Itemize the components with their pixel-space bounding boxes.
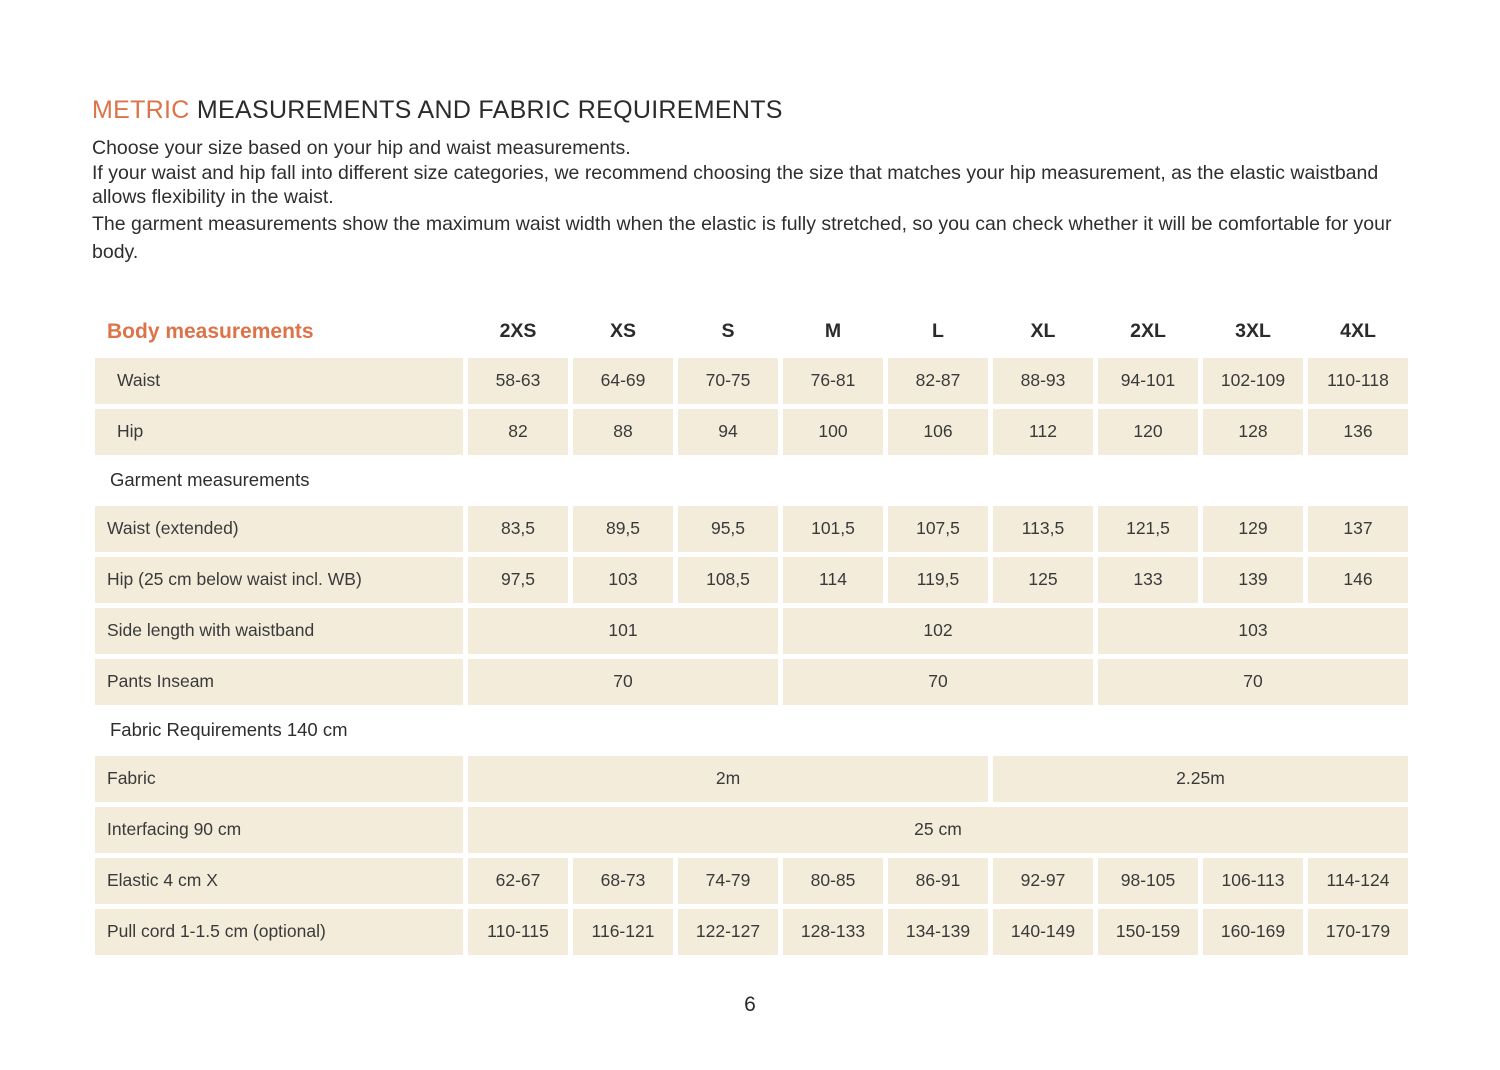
table-cell: 58-63 xyxy=(468,358,568,404)
table-row-inseam xyxy=(95,659,1408,705)
table-cell-merged: 70 xyxy=(468,659,778,705)
table-cell: 97,5 xyxy=(468,557,568,603)
table-cell: 170-179 xyxy=(1308,909,1408,955)
table-cell: 70-75 xyxy=(678,358,778,404)
row-label: Pants Inseam xyxy=(95,659,463,705)
table-cell: 113,5 xyxy=(993,506,1093,552)
table-cell: 89,5 xyxy=(573,506,673,552)
table-header-label: Body measurements xyxy=(107,319,314,343)
table-row-elastic xyxy=(95,858,1408,904)
table-cell: 150-159 xyxy=(1098,909,1198,955)
size-column-header: 2XL xyxy=(1130,320,1166,342)
table-cell: 80-85 xyxy=(783,858,883,904)
table-cell: 95,5 xyxy=(678,506,778,552)
table-cell: 86-91 xyxy=(888,858,988,904)
table-header-row xyxy=(95,313,1408,351)
size-column-header: XS xyxy=(609,320,636,342)
table-row-interfacing xyxy=(95,807,1408,853)
table-cell: 76-81 xyxy=(783,358,883,404)
section-heading-fabric: Fabric Requirements 140 cm xyxy=(110,719,348,740)
intro-paragraph: If your waist and hip fall into different size categories, we recommend choosing the size that matches your hip measurement, as the elastic waistband allows flexibility in the waist. xyxy=(92,161,1379,208)
table-cell: 92-97 xyxy=(993,858,1093,904)
table-row-waist xyxy=(95,358,1408,404)
row-label: Pull cord 1-1.5 cm (optional) xyxy=(95,909,463,955)
size-table xyxy=(95,313,1408,955)
table-cell: 112 xyxy=(993,409,1093,455)
table-cell-merged: 2.25m xyxy=(993,756,1408,802)
row-label: Elastic 4 cm X xyxy=(95,858,463,904)
table-cell: 122-127 xyxy=(678,909,778,955)
page-content xyxy=(92,96,1422,960)
size-column-header: S xyxy=(721,320,735,342)
table-cell: 133 xyxy=(1098,557,1198,603)
table-cell: 106-113 xyxy=(1203,858,1303,904)
table-cell: 74-79 xyxy=(678,858,778,904)
row-label: Hip xyxy=(95,409,463,455)
table-cell: 137 xyxy=(1308,506,1408,552)
table-row-waist-extended xyxy=(95,506,1408,552)
table-cell-merged: 102 xyxy=(783,608,1093,654)
section-heading-garment: Garment measurements xyxy=(110,469,310,490)
table-cell: 62-67 xyxy=(468,858,568,904)
table-cell: 108,5 xyxy=(678,557,778,603)
table-cell: 107,5 xyxy=(888,506,988,552)
table-cell: 94-101 xyxy=(1098,358,1198,404)
table-cell: 68-73 xyxy=(573,858,673,904)
table-cell-merged: 70 xyxy=(1098,659,1408,705)
table-cell: 134-139 xyxy=(888,909,988,955)
table-cell: 82-87 xyxy=(888,358,988,404)
table-row-side-length xyxy=(95,608,1408,654)
table-row-pull-cord xyxy=(95,909,1408,955)
page-title-rest: MEASUREMENTS AND FABRIC REQUIREMENTS xyxy=(196,96,783,124)
row-label: Side length with waistband xyxy=(95,608,463,654)
table-cell-merged: 25 cm xyxy=(468,807,1408,853)
table-cell: 128-133 xyxy=(783,909,883,955)
size-column-header: M xyxy=(824,320,842,342)
table-cell: 110-115 xyxy=(468,909,568,955)
table-cell: 136 xyxy=(1308,409,1408,455)
table-cell-merged: 70 xyxy=(783,659,1093,705)
size-column-header: L xyxy=(932,320,944,342)
table-cell-merged: 103 xyxy=(1098,608,1408,654)
table-cell: 139 xyxy=(1203,557,1303,603)
page-title-highlight: METRIC xyxy=(92,96,190,124)
intro-paragraph: Choose your size based on your hip and waist measurements. xyxy=(92,137,631,159)
table-cell-merged: 2m xyxy=(468,756,988,802)
table-cell: 64-69 xyxy=(573,358,673,404)
table-cell: 160-169 xyxy=(1203,909,1303,955)
table-cell: 120 xyxy=(1098,409,1198,455)
intro-text xyxy=(92,136,1422,266)
table-cell: 140-149 xyxy=(993,909,1093,955)
size-column-header: 3XL xyxy=(1235,320,1271,342)
table-cell: 100 xyxy=(783,409,883,455)
table-cell: 119,5 xyxy=(888,557,988,603)
row-label: Waist (extended) xyxy=(95,506,463,552)
table-cell: 103 xyxy=(573,557,673,603)
page-title xyxy=(92,96,1422,125)
table-cell: 114-124 xyxy=(1308,858,1408,904)
table-cell: 116-121 xyxy=(573,909,673,955)
table-cell: 101,5 xyxy=(783,506,883,552)
size-column-header: 2XS xyxy=(499,320,537,342)
table-cell: 110-118 xyxy=(1308,358,1408,404)
table-cell: 94 xyxy=(678,409,778,455)
table-row-hip-below-waist xyxy=(95,557,1408,603)
table-cell: 125 xyxy=(993,557,1093,603)
table-cell: 83,5 xyxy=(468,506,568,552)
page-number: 6 xyxy=(744,993,756,1016)
table-cell: 98-105 xyxy=(1098,858,1198,904)
table-cell: 114 xyxy=(783,557,883,603)
table-row-hip xyxy=(95,409,1408,455)
size-column-header: 4XL xyxy=(1340,320,1376,342)
table-cell: 88 xyxy=(573,409,673,455)
row-label: Fabric xyxy=(95,756,463,802)
table-cell: 82 xyxy=(468,409,568,455)
table-cell: 121,5 xyxy=(1098,506,1198,552)
table-cell: 106 xyxy=(888,409,988,455)
row-label: Interfacing 90 cm xyxy=(95,807,463,853)
table-cell: 102-109 xyxy=(1203,358,1303,404)
size-column-header: XL xyxy=(1030,320,1056,342)
table-cell: 88-93 xyxy=(993,358,1093,404)
table-row-fabric xyxy=(95,756,1408,802)
table-cell: 129 xyxy=(1203,506,1303,552)
table-cell: 128 xyxy=(1203,409,1303,455)
table-cell-merged: 101 xyxy=(468,608,778,654)
row-label: Hip (25 cm below waist incl. WB) xyxy=(95,557,463,603)
intro-paragraph: The garment measurements show the maximum waist width when the elastic is fully stretched, so you can check whether it will be comfortable for your body. xyxy=(92,212,1392,263)
row-label: Waist xyxy=(95,358,463,404)
table-cell: 146 xyxy=(1308,557,1408,603)
